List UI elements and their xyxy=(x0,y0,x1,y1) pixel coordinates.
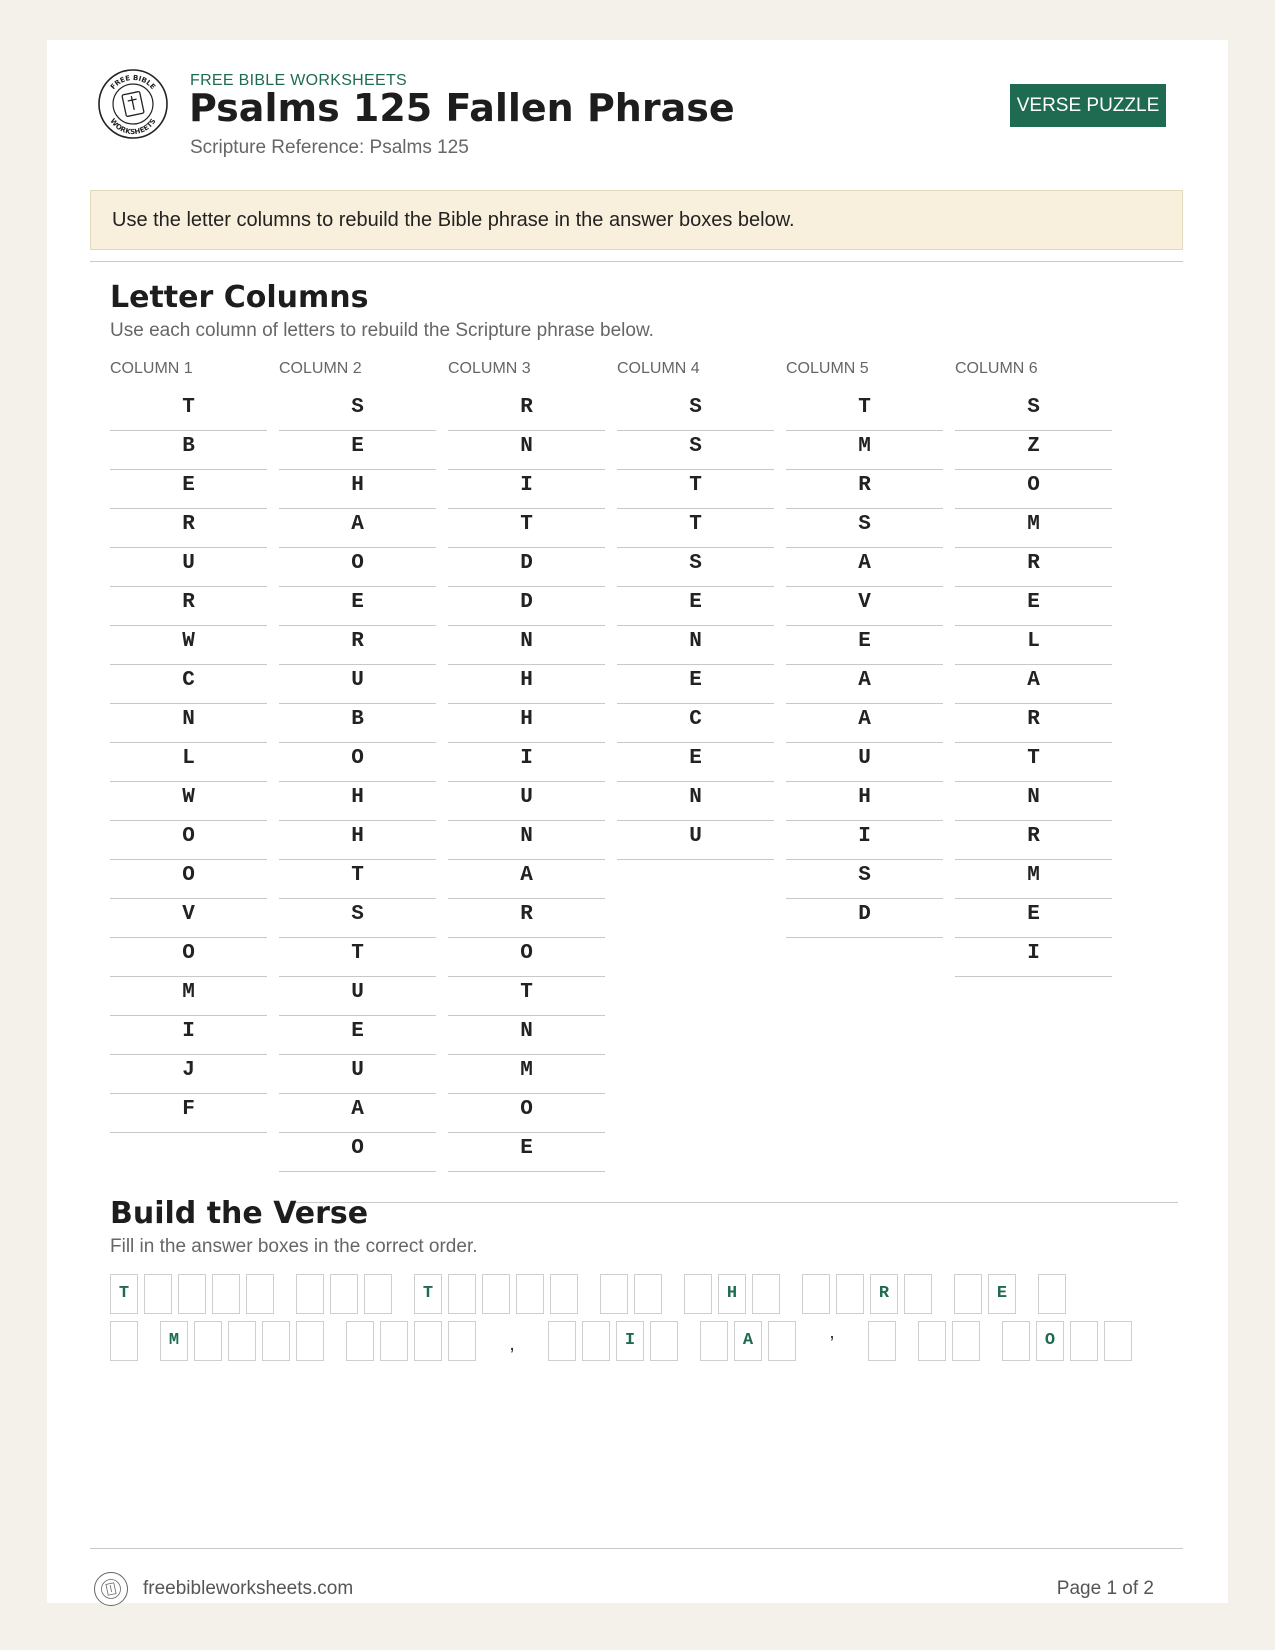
letter-cell: W xyxy=(110,782,267,821)
answer-box[interactable] xyxy=(836,1274,864,1314)
answer-box[interactable] xyxy=(110,1321,138,1361)
letter-cell: U xyxy=(617,821,774,860)
bible-icon xyxy=(122,91,144,116)
letter-cell: R xyxy=(955,821,1112,860)
answer-box[interactable] xyxy=(700,1321,728,1361)
letter-cell: E xyxy=(110,470,267,509)
letter-column-5 xyxy=(786,360,943,938)
answer-box[interactable] xyxy=(144,1274,172,1314)
scripture-reference: Scripture Reference: Psalms 125 xyxy=(190,137,469,158)
answer-box[interactable] xyxy=(178,1274,206,1314)
answer-box[interactable] xyxy=(330,1274,358,1314)
letter-cell: Z xyxy=(955,431,1112,470)
answer-box[interactable] xyxy=(448,1274,476,1314)
answer-box[interactable]: T xyxy=(110,1274,138,1314)
letter-cell: O xyxy=(279,743,436,782)
answer-box[interactable] xyxy=(296,1321,324,1361)
letter-cell: E xyxy=(448,1133,605,1172)
column-label: COLUMN 5 xyxy=(786,360,869,377)
letter-cell: E xyxy=(617,665,774,704)
letter-cell: H xyxy=(786,782,943,821)
letter-cell: T xyxy=(617,509,774,548)
letter-cell: H xyxy=(279,782,436,821)
letter-cell: S xyxy=(279,899,436,938)
letter-cell: O xyxy=(110,821,267,860)
letter-column-1 xyxy=(110,360,267,1133)
answer-box[interactable] xyxy=(380,1321,408,1361)
answer-box[interactable] xyxy=(684,1274,712,1314)
letter-cell: E xyxy=(955,587,1112,626)
answer-box[interactable] xyxy=(634,1274,662,1314)
answer-box[interactable] xyxy=(918,1321,946,1361)
letter-columns-description: Use each column of letters to rebuild the Scripture phrase below. xyxy=(110,320,654,341)
answer-box[interactable] xyxy=(212,1274,240,1314)
letter-cell: S xyxy=(279,392,436,431)
answer-box[interactable] xyxy=(1038,1274,1066,1314)
letter-cell: W xyxy=(110,626,267,665)
letter-cell: M xyxy=(955,509,1112,548)
letter-column-6 xyxy=(955,360,1112,977)
answer-box[interactable] xyxy=(194,1321,222,1361)
answer-box[interactable] xyxy=(228,1321,256,1361)
punctuation-mark: , xyxy=(509,1333,515,1355)
brand-name: FREE BIBLE WORKSHEETS xyxy=(190,72,408,89)
letter-cell: T xyxy=(617,470,774,509)
letter-cell: U xyxy=(448,782,605,821)
letter-cell: H xyxy=(448,704,605,743)
letter-cell: S xyxy=(617,431,774,470)
letter-cell: S xyxy=(617,548,774,587)
letter-cell: O xyxy=(110,938,267,977)
letter-cell: N xyxy=(617,782,774,821)
letter-cell: N xyxy=(448,1016,605,1055)
letter-cell: A xyxy=(955,665,1112,704)
letter-cell: S xyxy=(786,509,943,548)
logo-text-bottom: WORKSHEETS xyxy=(108,117,158,137)
answer-box[interactable] xyxy=(482,1274,510,1314)
answer-box[interactable] xyxy=(246,1274,274,1314)
letter-cell: S xyxy=(955,392,1112,431)
letter-cell: A xyxy=(279,509,436,548)
letter-cell: A xyxy=(279,1094,436,1133)
answer-box[interactable]: E xyxy=(988,1274,1016,1314)
letter-cell: H xyxy=(279,470,436,509)
column-label: COLUMN 4 xyxy=(617,360,700,377)
answer-box[interactable]: I xyxy=(616,1321,644,1361)
answer-box[interactable] xyxy=(1104,1321,1132,1361)
answer-box[interactable] xyxy=(262,1321,290,1361)
worksheet-page xyxy=(47,40,1228,1603)
answer-box[interactable] xyxy=(650,1321,678,1361)
footer-logo xyxy=(93,1571,129,1607)
puzzle-type-badge: VERSE PUZZLE xyxy=(1010,84,1166,127)
letter-cell: S xyxy=(786,860,943,899)
letter-cell: N xyxy=(448,626,605,665)
answer-box[interactable]: R xyxy=(870,1274,898,1314)
letter-cell: E xyxy=(617,587,774,626)
letter-cell: V xyxy=(110,899,267,938)
letter-cell: U xyxy=(279,1055,436,1094)
letter-cell: M xyxy=(955,860,1112,899)
divider-top xyxy=(90,261,1183,262)
answer-box[interactable]: H xyxy=(718,1274,746,1314)
letter-cell: N xyxy=(448,821,605,860)
letter-cell: E xyxy=(279,1016,436,1055)
page-title: Psalms 125 Fallen Phrase xyxy=(189,86,735,130)
letter-cell: A xyxy=(786,665,943,704)
free-bible-worksheets-logo xyxy=(97,68,169,140)
answer-box[interactable] xyxy=(868,1321,896,1361)
answer-box[interactable] xyxy=(448,1321,476,1361)
letter-cell: R xyxy=(448,392,605,431)
letter-cell: N xyxy=(955,782,1112,821)
letter-cell: O xyxy=(279,1133,436,1172)
letter-cell: U xyxy=(279,977,436,1016)
letter-cell: O xyxy=(955,470,1112,509)
answer-box[interactable] xyxy=(904,1274,932,1314)
letter-cell: N xyxy=(110,704,267,743)
answer-box[interactable] xyxy=(296,1274,324,1314)
build-verse-title: Build the Verse xyxy=(110,1196,369,1231)
letter-column-2 xyxy=(279,360,436,1172)
letter-cell: E xyxy=(955,899,1112,938)
letter-cell: E xyxy=(786,626,943,665)
build-verse-description: Fill in the answer boxes in the correct order. xyxy=(110,1236,478,1257)
letter-column-4 xyxy=(617,360,774,860)
letter-cell: L xyxy=(955,626,1112,665)
answer-box[interactable] xyxy=(1002,1321,1030,1361)
letter-cell: O xyxy=(448,938,605,977)
column-label: COLUMN 2 xyxy=(279,360,362,377)
answer-box[interactable]: M xyxy=(160,1321,188,1361)
letter-cell: R xyxy=(955,704,1112,743)
letter-cell: M xyxy=(110,977,267,1016)
letter-cell: T xyxy=(279,860,436,899)
column-label: COLUMN 1 xyxy=(110,360,193,377)
answer-box[interactable]: A xyxy=(734,1321,762,1361)
letter-cell: D xyxy=(448,548,605,587)
answer-box[interactable] xyxy=(952,1321,980,1361)
instructions-banner xyxy=(90,190,1183,250)
punctuation-mark: ’ xyxy=(829,1333,835,1355)
answer-box[interactable] xyxy=(752,1274,780,1314)
letter-cell: O xyxy=(448,1094,605,1133)
column-label: COLUMN 6 xyxy=(955,360,1038,377)
divider-footer xyxy=(90,1548,1183,1549)
letter-cell: D xyxy=(786,899,943,938)
letter-cell: S xyxy=(617,392,774,431)
letter-cell: T xyxy=(448,977,605,1016)
answer-box[interactable] xyxy=(768,1321,796,1361)
letter-cell: B xyxy=(279,704,436,743)
letter-cell: U xyxy=(279,665,436,704)
letter-cell: O xyxy=(110,860,267,899)
letter-cell: H xyxy=(279,821,436,860)
letter-cell: B xyxy=(110,431,267,470)
answer-box[interactable] xyxy=(346,1321,374,1361)
letter-column-3 xyxy=(448,360,605,1172)
column-label: COLUMN 3 xyxy=(448,360,531,377)
letter-cell: R xyxy=(955,548,1112,587)
answer-box[interactable]: T xyxy=(414,1274,442,1314)
footer-website: freebibleworksheets.com xyxy=(143,1578,354,1599)
letter-cell: N xyxy=(617,626,774,665)
letter-cell: A xyxy=(448,860,605,899)
letter-cell: C xyxy=(617,704,774,743)
answer-box[interactable]: O xyxy=(1036,1321,1064,1361)
page-number: Page 1 of 2 xyxy=(1056,1578,1154,1599)
letter-cell: M xyxy=(786,431,943,470)
letter-cell: T xyxy=(279,938,436,977)
answer-box[interactable] xyxy=(364,1274,392,1314)
instructions-text: Use the letter columns to rebuild the Bible phrase in the answer boxes below. xyxy=(112,208,795,231)
letter-cell: M xyxy=(448,1055,605,1094)
letter-cell: D xyxy=(448,587,605,626)
letter-cell: H xyxy=(448,665,605,704)
letter-cell: O xyxy=(279,548,436,587)
letter-cell: R xyxy=(110,509,267,548)
letter-cell: T xyxy=(110,392,267,431)
letter-cell: A xyxy=(786,548,943,587)
letter-cell: L xyxy=(110,743,267,782)
answer-box[interactable] xyxy=(548,1321,576,1361)
letter-cell: I xyxy=(448,470,605,509)
letter-cell: R xyxy=(448,899,605,938)
answer-box[interactable] xyxy=(550,1274,578,1314)
letter-cell: V xyxy=(786,587,943,626)
letter-cell: J xyxy=(110,1055,267,1094)
letter-cell: E xyxy=(279,587,436,626)
letter-cell: R xyxy=(279,626,436,665)
letter-cell: U xyxy=(786,743,943,782)
answer-box[interactable] xyxy=(516,1274,544,1314)
letter-cell: T xyxy=(786,392,943,431)
letter-cell: R xyxy=(786,470,943,509)
letter-cell: T xyxy=(955,743,1112,782)
letter-cell: A xyxy=(786,704,943,743)
logo-text-top: FREE BIBLE xyxy=(109,73,157,92)
answer-box[interactable] xyxy=(1070,1321,1098,1361)
answer-box[interactable] xyxy=(802,1274,830,1314)
letter-cell: I xyxy=(110,1016,267,1055)
answer-box[interactable] xyxy=(582,1321,610,1361)
answer-box[interactable] xyxy=(414,1321,442,1361)
letter-columns-title: Letter Columns xyxy=(110,280,369,315)
answer-box[interactable] xyxy=(600,1274,628,1314)
divider-verse xyxy=(295,1202,1178,1203)
letter-cell: U xyxy=(110,548,267,587)
letter-cell: N xyxy=(448,431,605,470)
letter-cell: I xyxy=(786,821,943,860)
letter-cell: E xyxy=(617,743,774,782)
letter-cell: E xyxy=(279,431,436,470)
letter-cell: F xyxy=(110,1094,267,1133)
letter-cell: T xyxy=(448,509,605,548)
letter-cell: C xyxy=(110,665,267,704)
letter-cell: R xyxy=(110,587,267,626)
letter-cell: I xyxy=(955,938,1112,977)
answer-box[interactable] xyxy=(954,1274,982,1314)
letter-cell: I xyxy=(448,743,605,782)
